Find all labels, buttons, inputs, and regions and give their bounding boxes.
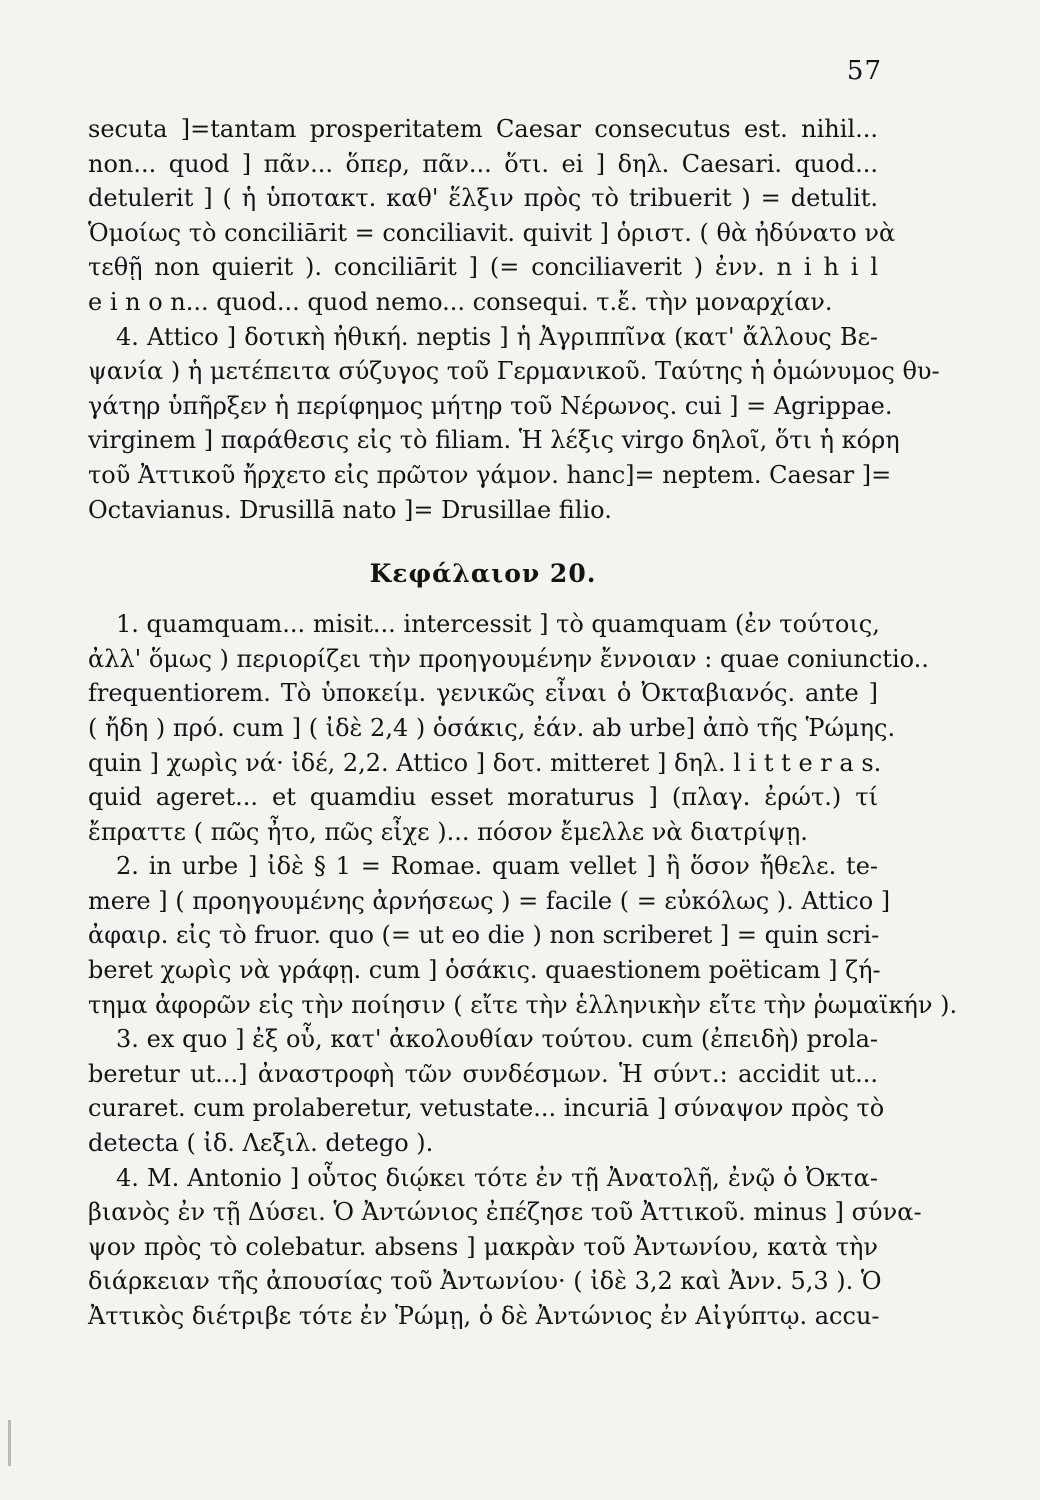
text-line: virginem ] παράθεσις εἰς τὸ filiam. Ἡ λέξις virgo δηλοῖ, ὅτι ἡ κόρη xyxy=(88,426,900,455)
text-line: beret χωρὶς νὰ γράφῃ. cum ] ὁσάκις. quaestionem poëticam ] ζή- xyxy=(88,956,881,985)
text-line: 2. in urbe ] ἰδὲ § 1 = Romae. quam vellet ] ἢ ὅσον ἤθελε. te- xyxy=(116,852,878,881)
text-line: non... quod ] πᾶν... ὅπερ, πᾶν... ὅτι. ei ] δηλ. Caesari. quod... xyxy=(88,149,878,178)
text-line: secuta ]=tantam prosperitatem Caesar consecutus est. nihil... xyxy=(88,115,878,143)
text-line: beretur ut...] ἀναστροφὴ τῶν συνδέσμων. Ἡ σύντ.: accidit ut... xyxy=(88,1059,878,1088)
text-line: detecta ( ἰδ. Λεξιλ. detego ). xyxy=(88,1129,434,1158)
text-line: ἔπραττε ( πῶς ἦτο, πῶς εἶχε )... πόσον ἔμελλε νὰ διατρίψῃ. xyxy=(88,817,808,846)
paragraph xyxy=(88,1022,885,1160)
text-line: 3. ex quo ] ἐξ οὗ, κατ' ἀκολουθίαν τούτου. cum (ἐπειδὴ) prola- xyxy=(116,1025,878,1054)
text-line: τημα ἀφορῶν εἰς τὴν ποίησιν ( εἴτε τὴν ἑλληνικὴν εἴτε τὴν ῥωμαϊκήν ). xyxy=(88,990,958,1019)
chapter-heading: Κεφάλαιον 20. xyxy=(369,559,597,589)
text-line: 4. Attico ] δοτικὴ ἠθική. neptis ] ἡ Ἀγριππῖνα (κατ' ἄλλους Βε- xyxy=(116,322,878,351)
text-line: ψον πρὸς τὸ colebatur. absens ] μακρὰν τοῦ Ἀντωνίου, κατὰ τὴν xyxy=(88,1232,878,1261)
text-line: 1. quamquam... misit... intercessit ] τὸ quamquam (ἐν τούτοις, xyxy=(116,610,880,639)
paragraph xyxy=(88,1161,922,1334)
text-line: detulerit ] ( ἡ ὑποτακτ. καθ' ἕλξιν πρὸς τὸ tribuerit ) = detulit. xyxy=(88,184,878,213)
text-line: frequentiorem. Τὸ ὑποκείμ. γενικῶς εἶναι ὁ Ὀκταβιανός. ante ] xyxy=(88,679,878,708)
text-line: mere ] ( προηγουμένης ἀρνήσεως ) = facile ( = εὐκόλως ). Attico ] xyxy=(88,886,891,915)
binding-edge-mark xyxy=(8,1420,11,1466)
text-line: τοῦ Ἀττικοῦ ἤρχετο εἰς πρῶτον γάμον. hanc]= neptem. Caesar ]= xyxy=(88,460,892,489)
paragraph xyxy=(88,112,896,320)
paragraph xyxy=(88,320,940,528)
text-line: 4. M. Antonio ] οὗτος διῴκει τότε ἐν τῇ Ἀνατολῇ, ἐνῷ ὁ Ὀκτα- xyxy=(116,1163,878,1192)
text-line: Ἀττικὸς διέτριβε τότε ἐν Ῥώμῃ, ὁ δὲ Ἀντώνιος ἐν Αἰγύπτῳ. accu- xyxy=(88,1302,880,1330)
text-line: ἀλλ' ὅμως ) περιορίζει τὴν προηγουμένην ἔννοιαν : quae coniunctio.. xyxy=(88,644,929,673)
paragraph xyxy=(88,607,929,849)
text-line: curaret. cum prolaberetur, vetustate... incuriā ] σύναψον πρὸς τὸ xyxy=(88,1094,885,1123)
text-line: ψανία ) ἡ μετέπειτα σύζυγος τοῦ Γερμανικοῦ. Ταύτης ἡ ὁμώνυμος θυ- xyxy=(88,357,940,386)
text-line: ἀφαιρ. εἰς τὸ fruor. quo (= ut eo die ) non scriberet ] = quin scri- xyxy=(88,921,880,950)
text-line: τεθῇ non quierit ). conciliārit ] (= conciliaverit ) ἐνν. n i h i l xyxy=(88,253,878,282)
commentary-text xyxy=(88,112,958,1334)
text-line: e i n o n... quod... quod nemo... consequi. τ.ἔ. τὴν μοναρχίαν. xyxy=(88,287,833,316)
text-line: quin ] χωρὶς νά· ἰδέ, 2,2. Attico ] δοτ. mitteret ] δηλ. l i t t e r a s. xyxy=(88,748,882,777)
text-line: ( ἤδη ) πρό. cum ] ( ἰδὲ 2,4 ) ὁσάκις, ἐάν. ab urbe] ἀπὸ τῆς Ῥώμης. xyxy=(88,713,896,742)
paragraph xyxy=(88,849,958,1022)
text-line: διάρκειαν τῆς ἀπουσίας τοῦ Ἀντωνίου· ( ἰδὲ 3,2 καὶ Ἀνν. 5,3 ). Ὁ xyxy=(88,1267,882,1296)
text-line: quid ageret... et quamdiu esset moraturus ] (πλαγ. ἐρώτ.) τί xyxy=(88,783,878,812)
page-number: 57 xyxy=(846,56,882,86)
text-line: Ὁμοίως τὸ conciliārit = conciliavit. quivit ] ὁριστ. ( θὰ ἠδύνατο νὰ xyxy=(88,218,896,247)
text-line: γάτηρ ὑπῆρξεν ἡ περίφημος μήτηρ τοῦ Νέρωνος. cui ] = Agrippae. xyxy=(88,391,893,420)
text-line: βιανὸς ἐν τῇ Δύσει. Ὁ Ἀντώνιος ἐπέζησε τοῦ Ἀττικοῦ. minus ] σύνα- xyxy=(88,1198,922,1227)
text-line: Octavianus. Drusillā nato ]= Drusillae filio. xyxy=(88,495,612,524)
